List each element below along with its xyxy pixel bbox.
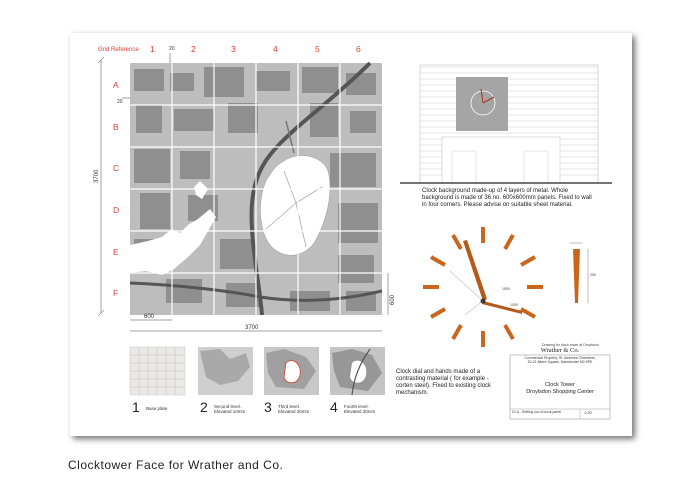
background-note: Clock background made-up of 4 layers of metal. Whole background is made of 36 no. 600x600mm panels. Fixed to wall in four corners. Please advise on suitable sheet material.	[422, 188, 592, 208]
hand-width-dim: 250	[590, 273, 596, 277]
stage-1-number: 1	[132, 399, 140, 415]
stage-3-caption: Third level. Elevated 20mm	[278, 404, 310, 414]
grid-reference-label: Grid Reference	[98, 47, 139, 53]
map-drawing	[70, 33, 632, 436]
page-caption: Clocktower Face for Wrather and Co.	[68, 458, 284, 472]
grid-row-b: B	[113, 122, 119, 132]
grid-row-c: C	[113, 163, 120, 173]
dial-note: Clock dial and hands made of a contrasting material ( for example - corten steel). Fixed to existing clock mechanism.	[396, 369, 492, 396]
panel-height-dimension: 600	[390, 294, 396, 305]
grid-column-5: 5	[315, 44, 320, 54]
grid-small-dim: 20	[169, 46, 175, 52]
grid-column-1: 1	[150, 44, 155, 54]
drawing-location: Droylsdon Shopping Center	[526, 389, 594, 395]
stage-2-caption: Second level. Elevated 10mm	[214, 404, 246, 414]
stage-4-number: 4	[330, 399, 338, 415]
grid-row-a: A	[113, 80, 119, 90]
company-address: Commercial Property. St. Andrews Chambers, 20-21 Albert Square, Manchester M2 5PE	[524, 356, 596, 364]
stage-4-caption: Fourth level. Elevated 30mm	[344, 404, 376, 414]
short-hand-dim: 1000	[510, 303, 518, 307]
drawing-sub-caption: Drawing for clock tower at Droylsdon	[542, 343, 599, 347]
grid-column-2: 2	[191, 44, 196, 54]
grid-column-6: 6	[356, 44, 361, 54]
company-name: Wrather & Co.	[540, 347, 580, 354]
stage-1-caption: Base plate	[146, 406, 168, 411]
grid-row-f: F	[113, 288, 119, 298]
stage-3-number: 3	[264, 399, 272, 415]
drawing-sheet	[70, 33, 632, 436]
grid-row-e: E	[113, 247, 119, 257]
panel-width-dimension: 600	[144, 314, 155, 320]
grid-column-3: 3	[231, 44, 236, 54]
drawing-title: Clock Tower	[545, 382, 575, 388]
height-dimension: 3700	[94, 169, 100, 183]
grid-column-4: 4	[273, 44, 278, 54]
stage-2-number: 2	[200, 399, 208, 415]
drawing-scale: 1:20	[584, 410, 592, 415]
grid-row-d: D	[113, 205, 120, 215]
long-hand-dim: 1500	[502, 287, 510, 291]
grid-row-dim: 20	[117, 99, 123, 105]
width-dimension: 3700	[245, 325, 259, 331]
drawing-ref: 01 A - Setting out of clock panel	[512, 410, 562, 414]
